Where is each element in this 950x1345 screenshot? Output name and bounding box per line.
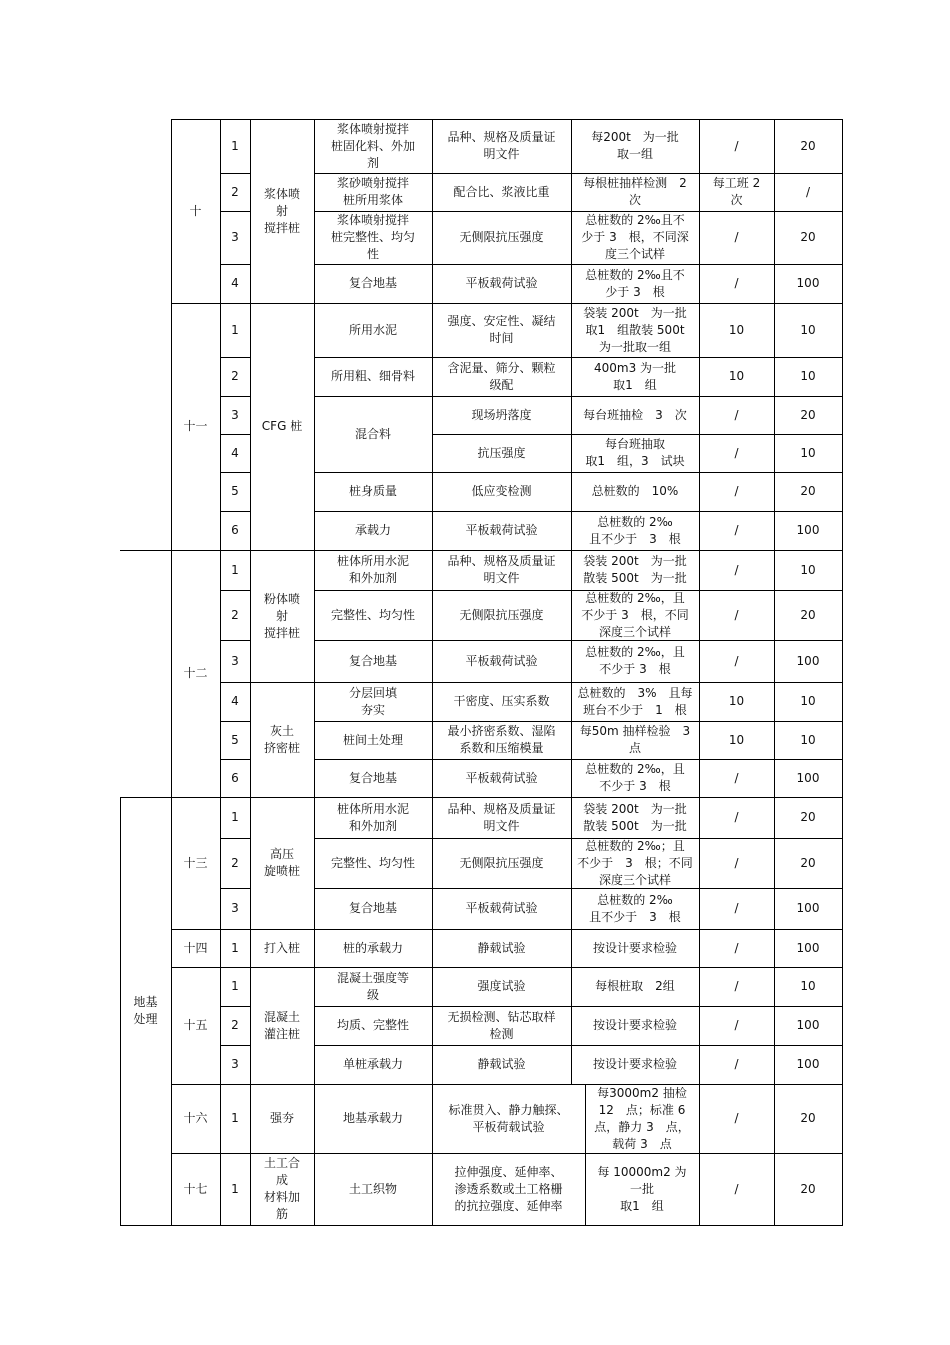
grid-line <box>314 211 843 212</box>
inspection-item: 完整性、均匀性 <box>330 607 415 622</box>
grid-line <box>314 511 843 512</box>
value-column-a: / <box>734 901 739 915</box>
inspection-content: 干密度、压实系数 <box>453 694 550 708</box>
grid-line <box>171 119 172 1226</box>
value-column-a: / <box>734 607 739 622</box>
sampling-frequency: 每根桩抽样检测 2 次 <box>583 176 687 207</box>
section-number: 十七 <box>183 1181 208 1196</box>
grid-line <box>120 797 171 798</box>
value-column-a: / <box>734 810 739 824</box>
inspection-content: 无侧限抗压强度 <box>459 230 544 244</box>
inspection-item: 浆体喷射搅拌 桩固化料、外加 剂 <box>330 121 415 170</box>
inspection-item: 浆体喷射搅拌 桩完整性、均匀 性 <box>330 213 415 261</box>
grid-line <box>314 590 843 591</box>
inspection-content: 静载试验 <box>477 1057 526 1071</box>
value-column-b: 10 <box>800 979 816 993</box>
value-column-a: / <box>734 407 739 422</box>
grid-line <box>220 119 221 1226</box>
value-column-a: / <box>734 653 739 668</box>
pile-type: 混凝土 灌注桩 <box>263 1009 300 1041</box>
inspection-item: 混合料 <box>354 426 391 441</box>
grid-line <box>314 434 315 435</box>
grid-line <box>314 838 843 839</box>
value-column-a: / <box>734 230 739 244</box>
inspection-item: 桩体所用水泥 和外加剂 <box>336 554 409 585</box>
value-column-a: / <box>734 1018 739 1032</box>
inspection-content: 强度、安定性、凝结 时间 <box>447 314 556 345</box>
grid-line <box>220 682 843 683</box>
sampling-frequency: 每3000m2 抽检 12 点；标准 6 点，静力 3 点， 载荷 3 点 <box>594 1085 690 1151</box>
grid-line <box>314 173 843 174</box>
row-number: 1 <box>231 810 239 824</box>
inspection-item: 地基承载力 <box>342 1111 403 1125</box>
inspection-content: 品种、规格及质量证 明文件 <box>447 554 556 585</box>
value-column-b: 20 <box>800 407 816 422</box>
value-column-b: 10 <box>800 322 816 337</box>
grid-line <box>171 1153 843 1154</box>
inspection-item: 所用水泥 <box>348 322 397 337</box>
value-column-a: / <box>734 484 739 498</box>
grid-line <box>314 888 843 889</box>
inspection-content: 标准贯入、静力触探、 平板荷载试验 <box>448 1102 569 1134</box>
category-label: 地基 处理 <box>133 995 158 1026</box>
row-number: 6 <box>231 523 239 537</box>
pile-type: 强夯 <box>269 1111 294 1125</box>
row-number: 4 <box>231 276 239 290</box>
sampling-frequency: 总桩数的 2‰，且 不少于 3 根 <box>585 645 685 676</box>
inspection-content: 平板载荷试验 <box>465 770 538 785</box>
grid-line <box>314 396 843 397</box>
inspection-content: 现场坍落度 <box>471 407 532 422</box>
row-number: 5 <box>231 484 239 498</box>
value-column-a: / <box>734 770 739 785</box>
value-column-a: 10 <box>728 694 745 708</box>
grid-line <box>171 797 843 798</box>
grid-line <box>314 1045 843 1046</box>
value-column-a: / <box>734 1057 739 1071</box>
grid-line <box>220 357 251 358</box>
value-column-b: 20 <box>800 1111 816 1125</box>
grid-line <box>220 472 251 473</box>
grid-line <box>220 721 251 722</box>
inspection-item: 承载力 <box>354 523 391 537</box>
grid-line <box>120 797 121 1226</box>
pile-type: CFG 桩 <box>261 419 303 433</box>
grid-line <box>220 1045 251 1046</box>
value-column-a: / <box>734 1181 739 1196</box>
grid-line <box>220 511 251 512</box>
inspection-item: 复合地基 <box>348 770 397 785</box>
row-number: 5 <box>231 732 239 747</box>
sampling-frequency: 每台班抽检 3 次 <box>583 407 687 422</box>
row-number: 3 <box>231 1057 239 1071</box>
sampling-frequency: 总桩数的 2‰且不 少于 3 根 <box>585 267 685 299</box>
sampling-frequency: 总桩数的 3% 且每 班台不少于 1 根 <box>577 685 693 717</box>
grid-line <box>220 838 251 839</box>
grid-line <box>314 1006 843 1007</box>
inspection-item: 桩的承载力 <box>342 940 403 955</box>
inspection-item: 浆砂喷射搅拌 桩所用浆体 <box>336 176 409 207</box>
inspection-item: 桩体所用水泥 和外加剂 <box>336 801 409 833</box>
inspection-content: 强度试验 <box>477 979 526 993</box>
section-number: 十一 <box>183 419 208 433</box>
sampling-frequency: 按设计要求检验 <box>592 940 677 955</box>
row-number: 4 <box>231 694 239 708</box>
grid-line <box>774 119 775 1226</box>
value-column-b: 10 <box>800 694 816 708</box>
grid-line <box>432 119 433 1226</box>
sampling-frequency: 每台班抽取 取1 组，3 试块 <box>585 437 685 468</box>
sampling-frequency: 总桩数的 2‰，且 不少于 3 根，不同 深度三个试样 <box>581 590 689 639</box>
inspection-content: 品种、规格及质量证 明文件 <box>447 130 556 161</box>
grid-line <box>585 1084 586 1226</box>
section-number: 十 <box>189 203 202 218</box>
pile-type: 高压 旋喷桩 <box>263 847 300 878</box>
sampling-frequency: 总桩数的 10% <box>591 484 679 498</box>
value-column-b: 20 <box>800 138 816 153</box>
sampling-frequency: 总桩数的 2‰ 且不少于 3 根 <box>589 514 681 546</box>
inspection-item: 混凝土强度等 级 <box>336 970 409 1002</box>
grid-line <box>220 396 251 397</box>
row-number: 3 <box>231 230 239 244</box>
value-column-a: / <box>734 523 739 537</box>
inspection-content: 平板载荷试验 <box>465 901 538 915</box>
sampling-frequency: 每根桩取 2组 <box>595 979 675 993</box>
value-column-b: 100 <box>796 523 820 537</box>
value-column-b: 100 <box>796 940 820 955</box>
inspection-content: 配合比、浆液比重 <box>453 184 550 199</box>
grid-line <box>171 303 843 304</box>
inspection-content: 品种、规格及质量证 明文件 <box>447 801 556 833</box>
sampling-frequency: 总桩数的 2‰且不 少于 3 根，不同深 度三个试样 <box>581 213 689 261</box>
grid-line <box>171 550 843 551</box>
inspection-item: 桩间土处理 <box>342 732 403 747</box>
section-number: 十三 <box>183 855 208 870</box>
value-column-b: 20 <box>800 1181 816 1196</box>
grid-line <box>171 967 843 968</box>
pile-type: 灰土 挤密桩 <box>263 723 300 755</box>
section-number: 十五 <box>183 1018 208 1032</box>
grid-line <box>220 759 251 760</box>
inspection-item: 单桩承载力 <box>342 1057 403 1071</box>
value-column-b: 10 <box>800 732 816 747</box>
sampling-frequency: 按设计要求检验 <box>592 1057 677 1071</box>
value-column-a: / <box>734 138 739 153</box>
row-number: 2 <box>231 369 239 383</box>
grid-line <box>314 357 843 358</box>
grid-line <box>220 1006 251 1007</box>
value-column-b: 100 <box>796 1018 820 1032</box>
grid-line <box>171 1084 843 1085</box>
grid-line <box>314 721 843 722</box>
grid-line <box>314 759 843 760</box>
row-number: 3 <box>231 901 239 915</box>
row-number: 2 <box>231 1018 239 1032</box>
value-column-a: / <box>734 276 739 290</box>
value-column-a: / <box>734 940 739 955</box>
inspection-item: 完整性、均匀性 <box>330 855 415 870</box>
sampling-frequency: 总桩数的 2‰；且 不少于 3 根；不同 深度三个试样 <box>577 838 693 887</box>
sampling-frequency: 袋装 200t 为一批 散装 500t 为一批 <box>583 554 687 585</box>
value-column-b: 100 <box>796 1057 820 1071</box>
row-number: 2 <box>231 855 239 870</box>
value-column-a: 10 <box>728 369 745 383</box>
sampling-frequency: 总桩数的 2‰ 且不少于 3 根 <box>589 892 681 924</box>
inspection-content: 平板载荷试验 <box>465 523 538 537</box>
sampling-frequency: 每200t 为一批 取一组 <box>591 130 679 161</box>
inspection-content: 最小挤密系数、湿陷 系数和压缩模量 <box>447 724 556 755</box>
value-column-b: 100 <box>796 770 820 785</box>
value-column-a: / <box>734 855 739 870</box>
inspection-content: 无侧限抗压强度 <box>459 855 544 870</box>
value-column-b: 20 <box>800 607 816 622</box>
section-number: 十二 <box>183 666 208 680</box>
grid-line <box>842 119 843 1226</box>
value-column-a: 10 <box>728 732 745 747</box>
inspection-content: 无侧限抗压强度 <box>459 607 544 622</box>
row-number: 3 <box>231 407 239 422</box>
grid-line <box>120 1225 843 1226</box>
pile-type: 浆体喷 射 搅拌桩 <box>263 186 300 235</box>
row-number: 1 <box>231 322 239 337</box>
value-column-a: 10 <box>728 322 745 337</box>
inspection-item: 复合地基 <box>348 901 397 915</box>
grid-line <box>171 119 843 120</box>
grid-line <box>171 929 843 930</box>
inspection-content: 静载试验 <box>477 940 526 955</box>
row-number: 4 <box>231 445 239 460</box>
grid-line <box>220 173 251 174</box>
grid-line <box>699 119 700 1226</box>
grid-line <box>220 590 251 591</box>
grid-line <box>314 264 843 265</box>
value-column-b: 10 <box>800 369 816 383</box>
row-number: 1 <box>231 1111 239 1125</box>
inspection-content: 含泥量、筛分、颗粒 级配 <box>447 360 556 392</box>
grid-line <box>220 434 251 435</box>
value-column-a: 每工班 2 次 <box>712 176 761 207</box>
value-column-b: 20 <box>800 230 816 244</box>
sampling-frequency: 按设计要求检验 <box>592 1018 677 1032</box>
sampling-frequency: 袋装 200t 为一批 取1 组散装 500t 为一批取一组 <box>583 305 687 354</box>
value-column-a: / <box>734 1111 739 1125</box>
row-number: 2 <box>231 184 239 199</box>
sampling-frequency: 400m3 为一批 取1 组 <box>593 360 677 392</box>
pile-type: 打入桩 <box>263 940 300 955</box>
section-number: 十四 <box>183 940 208 955</box>
value-column-b: 100 <box>796 653 820 668</box>
value-column-b: 20 <box>800 484 816 498</box>
row-number: 3 <box>231 653 239 668</box>
value-column-b: 10 <box>800 562 816 577</box>
grid-line <box>220 888 251 889</box>
grid-line <box>120 550 171 551</box>
value-column-b: 100 <box>796 276 820 290</box>
grid-line <box>314 640 843 641</box>
value-column-a: / <box>734 979 739 993</box>
value-column-b: 10 <box>800 445 816 460</box>
row-number: 1 <box>231 562 239 577</box>
inspection-item: 分层回填 夯实 <box>348 685 397 717</box>
row-number: 1 <box>231 979 239 993</box>
grid-line <box>220 640 251 641</box>
inspection-item: 均质、完整性 <box>336 1018 409 1032</box>
value-column-a: / <box>734 562 739 577</box>
inspection-item: 复合地基 <box>348 276 397 290</box>
grid-line <box>250 119 251 1226</box>
grid-line <box>220 211 251 212</box>
value-column-a: / <box>734 445 739 460</box>
sampling-frequency: 每50m 抽样检验 3 点 <box>579 724 691 755</box>
row-number: 1 <box>231 1181 239 1196</box>
inspection-content: 平板载荷试验 <box>465 653 538 668</box>
section-number: 十六 <box>183 1111 208 1125</box>
value-column-b: 20 <box>800 810 816 824</box>
inspection-content: 低应变检测 <box>471 484 532 498</box>
inspection-content: 拉伸强度、延伸率、 渗透系数或土工格栅 的抗拉强度、延伸率 <box>454 1164 563 1213</box>
inspection-item: 桩身质量 <box>348 484 397 498</box>
grid-line <box>314 119 315 1226</box>
inspection-content: 抗压强度 <box>477 445 526 460</box>
value-column-b: 100 <box>796 901 820 915</box>
row-number: 1 <box>231 940 239 955</box>
grid-line <box>220 264 251 265</box>
value-column-b: / <box>805 184 811 199</box>
inspection-item: 土工织物 <box>348 1181 397 1196</box>
sampling-frequency: 每 10000m2 为 一批 取1 组 <box>597 1164 687 1213</box>
pile-type: 粉体喷 射 搅拌桩 <box>263 591 300 640</box>
grid-line <box>432 434 843 435</box>
grid-line <box>314 472 843 473</box>
value-column-b: 20 <box>800 855 816 870</box>
inspection-content: 无损检测、钻芯取样 检测 <box>447 1009 556 1041</box>
row-number: 2 <box>231 607 239 622</box>
inspection-item: 复合地基 <box>348 653 397 668</box>
inspection-content: 平板载荷试验 <box>465 276 538 290</box>
inspection-item: 所用粗、细骨料 <box>330 369 415 383</box>
row-number: 6 <box>231 770 239 785</box>
sampling-frequency: 总桩数的 2‰，且 不少于 3 根 <box>585 762 685 793</box>
row-number: 1 <box>231 138 239 153</box>
pile-type: 土工合 成 材料加 筋 <box>263 1156 300 1221</box>
sampling-frequency: 袋装 200t 为一批 散装 500t 为一批 <box>583 801 687 833</box>
